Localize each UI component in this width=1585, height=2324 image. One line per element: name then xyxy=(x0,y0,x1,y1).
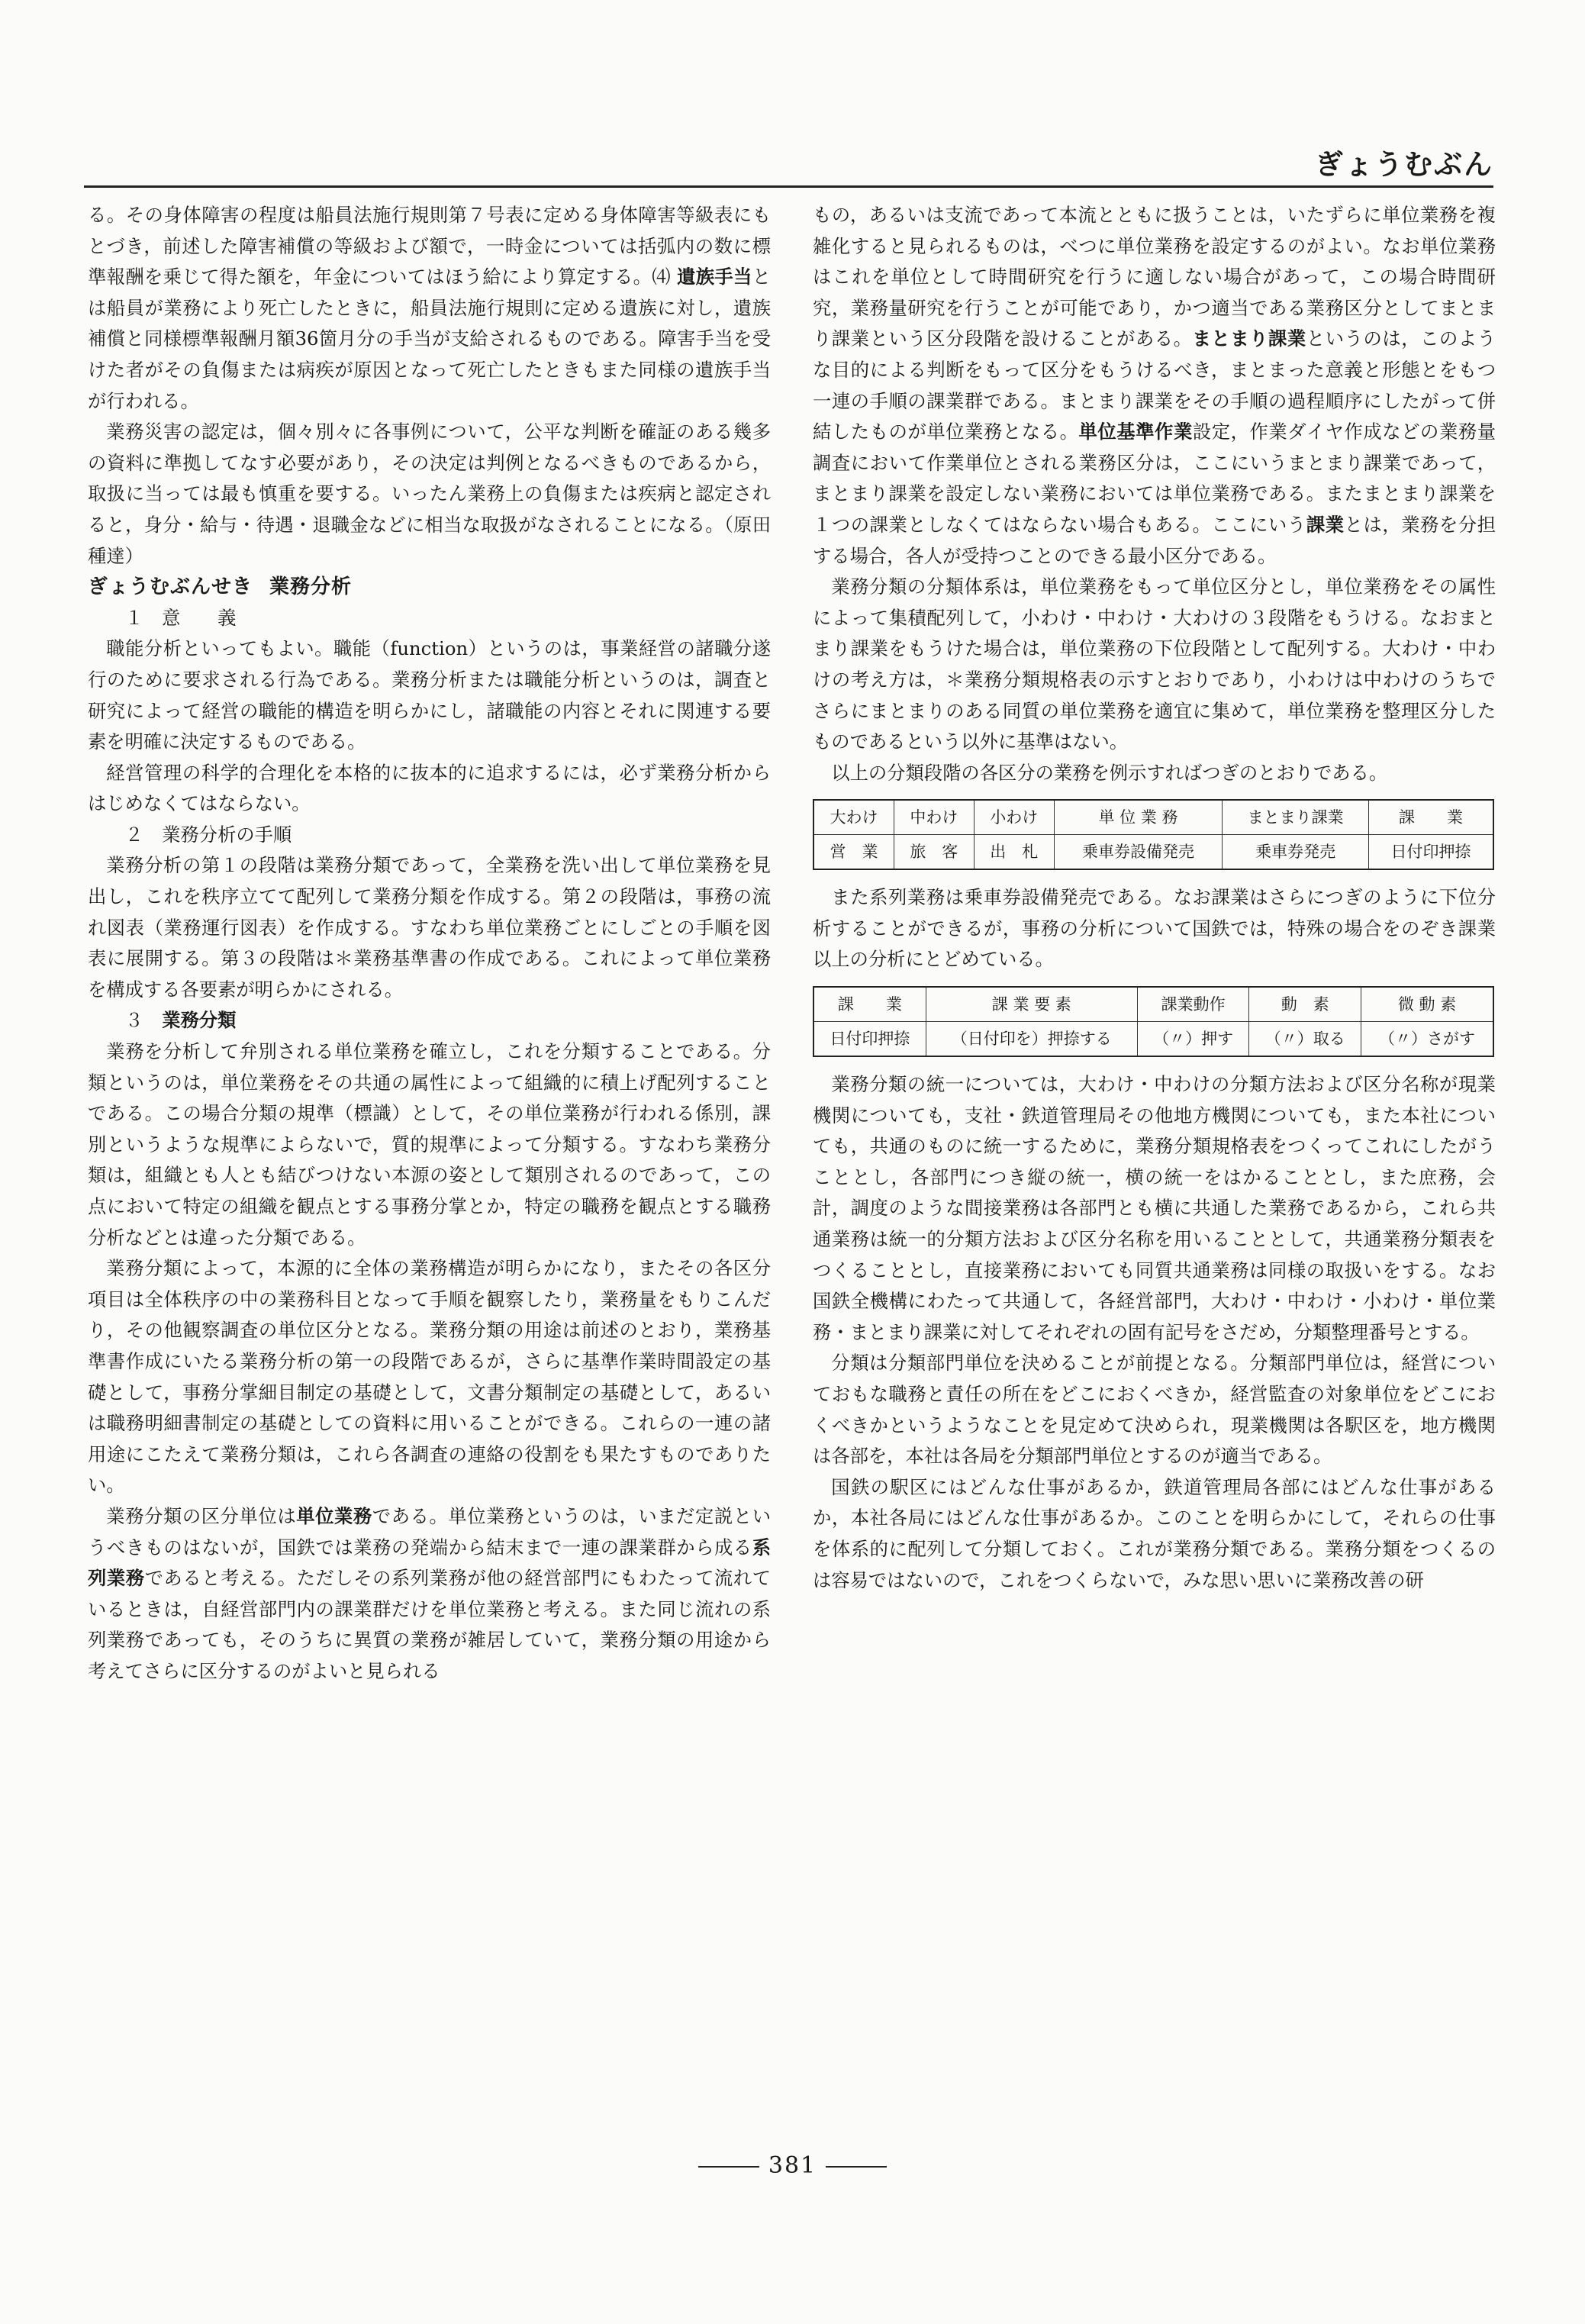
left-paragraph-3: 職能分析といってもよい。職能（function）というのは，事業経営の諸職分遂行のために要求される行為である。業務分析または職能分析というのは，調査と研究によって経営の職能的構造を明らかにし，諸職能の内容とそれに関連する要素を明確に決定するものである。 xyxy=(88,637,771,753)
table-cell: （〃）さがす xyxy=(1361,1022,1493,1057)
section-3-label: 業務分類 xyxy=(162,1009,237,1032)
table-cell: （〃）押す xyxy=(1137,1022,1249,1057)
left-paragraph-6: 業務を分析して弁別される単位業務を確立し，これを分類することである。分類というのは，単位業務をその共通の属性によって組織的に積上げ配列することである。この場合分類の規準（標識）として，その単位業務が行われる係別，課別というような規準によらないで，質的規準によって分類する。すなわち業務分類は，組織とも人とも結びつけない本源の姿として類別されるのであって，この点において特定の組織を観点とする事務分掌とか，特定の職務を観点とする職務分析などとは違った分類である。 xyxy=(88,1040,771,1249)
table-row xyxy=(813,835,1493,870)
right-paragraph-2: 業務分類の分類体系は，単位業務をもって単位区分とし，単位業務をその属性によって集積配列して，小わけ・中わけ・大わけの３段階をもうける。なおまとまり課業をもうけた場合は，単位業務の下位段階として配列する。大わけ・中わけの考え方は，＊業務分類規格表の示すとおりであり，小わけは中わけのうちでさらにまとまりのある同質の単位業務を適宜に集めて，単位業務を整理区分したものであるという以外に基準はない。 xyxy=(813,575,1496,753)
right-paragraph-7: 国鉄の駅区にはどんな仕事があるか，鉄道管理局各部にはどんな仕事があるか，本社各局にはどんな仕事があるか。このことを明らかにして，それらの仕事を体系的に配列して分類しておく。これが業務分類である。業務分類をつくるのは容易ではないので，これをつくらないで，みな思い思いに業務改善の研 xyxy=(813,1475,1496,1591)
left-paragraph-5: 業務分析の第１の段階は業務分類であって，全業務を洗い出して単位業務を見出し，これを秩序立てて配列して業務分類を作成する。第２の段階は，事務の流れ図表（業務運行図表）を作成する。すなわち単位業務ごとにしごとの手順を図表に展開する。第３の段階は＊業務基準書の作成である。これによって単位業務を構成する各要素が明らかにされる。 xyxy=(88,854,771,1001)
table-cell: 乗車券発売 xyxy=(1223,835,1369,870)
table-header-cell: 課 業 xyxy=(1369,800,1494,835)
header-rule xyxy=(84,185,1493,188)
right-paragraph-6: 分類は分類部門単位を決めることが前提となる。分類部門単位は，経営についておもな職務と責任の所在をどこにおくべきか，経営監査の対象単位をどこにおくべきかというようなことを見定めて決められ，現業機関は各駅区を，地方機関は各部を，本社は各局を分類部門単位とするのが適当である。 xyxy=(813,1352,1496,1468)
table-cell: 日付印押捺 xyxy=(813,1022,926,1057)
right-paragraph-4: また系列業務は乗車券設備発売である。なお課業はさらにつぎのように下位分析することができるが，事務の分析について国鉄では，特殊の場合をのぞき課業以上の分析にとどめている。 xyxy=(813,886,1496,971)
entry-kanji: 業務分析 xyxy=(269,575,353,599)
table-header-row xyxy=(813,800,1493,835)
dictionary-entry-heading xyxy=(88,572,771,603)
text: とは，業務を分担する場合，各人が受持つことのできる最小区分である。 xyxy=(813,513,1496,567)
table-header-cell: 小わけ xyxy=(974,800,1054,835)
classification-table-1 xyxy=(813,799,1494,870)
term-izoku-teate: 遺族手当 xyxy=(677,266,752,288)
footer-dash-left xyxy=(698,2166,759,2168)
entry-kana: ぎょうむぶんせき xyxy=(88,575,253,599)
section-3-number: ３ xyxy=(124,1009,143,1032)
right-paragraph-3: 以上の分類段階の各区分の業務を例示すればつぎのとおりである。 xyxy=(831,761,1388,784)
left-paragraph-8 xyxy=(88,1501,771,1687)
table-cell: 旅 客 xyxy=(894,835,975,870)
text: もの，あるいは支流であって本流とともに扱うことは，いたずらに単位業務を複雑化すると見られるものは，べつに単位業務を設定するのがよい。なお単位業務はこれを単位として時間研究を行うに適しない場合があって，この場合時間研究，業務量研究を行うことが可能であり，かつ適当である業務区分としてまとまり課業という区分段階を設けることがある。 xyxy=(813,204,1496,350)
section-3-heading xyxy=(88,1005,771,1036)
term-tani-kijun-sagyo: 単位基準作業 xyxy=(1078,421,1193,443)
table-header-cell: 課業動作 xyxy=(1137,987,1249,1022)
footer-dash-right xyxy=(826,2166,887,2168)
table-header-cell: 課 業 xyxy=(813,987,926,1022)
table-header-cell: まとまり課業 xyxy=(1223,800,1369,835)
right-column xyxy=(813,200,1496,1596)
table-header-row xyxy=(813,987,1493,1022)
text: であると考える。ただしその系列業務が他の経営部門にもわたって流れているときは，自経営部門内の課業群だけを単位業務と考える。また同じ流れの系列業務であっても，そのうちに異質の業務が雑居していて，業務分類の用途から考えてさらに区分するのがよいと見られる xyxy=(88,1567,772,1682)
text: 設定，作業ダイヤ作成などの業務量調査において作業単位とされる業務区分は，ここにいうまとまり課業であって，まとまり課業を設定しない業務においては単位業務である。またまとまり課業を１つの課業としなくてはならない場合もある。ここにいう xyxy=(813,421,1496,536)
term-kagyo: 課業 xyxy=(1306,513,1345,536)
table-header-cell: 微 動 素 xyxy=(1361,987,1493,1022)
left-paragraph-1 xyxy=(88,200,771,417)
table-cell: （日付印を）押捺する xyxy=(926,1022,1137,1057)
page-number: 381 xyxy=(768,2152,817,2179)
table-cell: （〃）取る xyxy=(1249,1022,1361,1057)
table-cell: 日付印押捺 xyxy=(1369,835,1494,870)
left-paragraph-7: 業務分類によって，本源的に全体の業務構造が明らかになり，またその各区分項目は全体秩序の中の業務科目となって手順を観察したり，業務量をもりこんだり，その他観察調査の単位区分となる。業務分類の用途は前述のとおり，業務基準書作成にいたる業務分析の第一の段階であるが，さらに基準作業時間設定の基礎として，事務分掌細目制定の基礎として，文書分類制定の基礎として，あるいは職務明細書制定の基礎としての資料に用いることができる。これらの一連の諸用途にこたえて業務分類は，これら各調査の連絡の役割をも果たすものでありたい。 xyxy=(88,1257,771,1497)
term-keiretsu-gyomu: 系列業務 xyxy=(88,1536,771,1590)
classification-table-2 xyxy=(813,986,1494,1057)
right-paragraph-1 xyxy=(813,200,1496,572)
table-header-cell: 大わけ xyxy=(813,800,894,835)
term-matomari-kagyo: まとまり課業 xyxy=(1192,327,1306,350)
text: る。その身体障害の程度は船員法施行規則第７号表に定める身体障害等級表にもとづき，前述した障害補償の等級および額で，一時金については括弧内の数に標準報酬を乗じて得た額を，年金についてはほう給により算定する。⑷ xyxy=(88,204,771,288)
left-column xyxy=(88,200,771,1687)
table-cell: 乗車券設備発売 xyxy=(1054,835,1223,870)
left-paragraph-2: 業務災害の認定は，個々別々に各事例について，公平な判断を確証のある幾多の資料に準拠してなす必要があり，その決定は判例となるべきものであるから，取扱に当っては最も慎重を要する。いったん業務上の負傷または疾病と認定されると，身分・給与・待遇・退職金などに相当な取扱がなされることになる。（原田種達） xyxy=(88,421,771,567)
term-tani-gyomu: 単位業務 xyxy=(296,1504,372,1527)
text: というのは，このような目的による判断をもって区分をもうけるべき，まとまった意義と形態とをもつ一連の手順の課業群である。まとまり課業をその手順の過程順序にしたがって併結したものが単位業務となる。 xyxy=(813,327,1496,443)
table-header-cell: 中わけ xyxy=(894,800,975,835)
table-cell: 出 札 xyxy=(974,835,1054,870)
left-paragraph-4: 経営管理の科学的合理化を本格的に抜本的に追求するには，必ず業務分析からはじめなくてはならない。 xyxy=(88,761,771,815)
section-2-heading: ２ 業務分析の手順 xyxy=(124,823,292,846)
table-cell: 営 業 xyxy=(813,835,894,870)
table-header-cell: 単 位 業 務 xyxy=(1054,800,1223,835)
table-row xyxy=(813,1022,1493,1057)
right-paragraph-5: 業務分類の統一については，大わけ・中わけの分類方法および区分名称が現業機関についても，支社・鉄道管理局その他地方機関についても，また本社についても，共通のものに統一するために，業務分類規格表をつくってこれにしたがうこととし，各部門につき縦の統一，横の統一をはかることとし，また庶務，会計，調度のような間接業務は各部門とも横に共通した業務であるから，これら共通業務は統一的分類方法および区分名称を用いることとして，共通業務分類表をつくることとし，直接業務においても同質共通業務は同様の取扱いをする。なお国鉄全機構にわたって共通して，各経営部門，大わけ・中わけ・小わけ・単位業務・まとまり課業に対してそれぞれの固有記号をさだめ，分類整理番号とする。 xyxy=(813,1073,1496,1343)
text: である。単位業務というのは，いまだ定説というべきものはないが，国鉄では業務の発端から結末まで一連の課業群から成る xyxy=(88,1504,772,1558)
section-1-heading: １ 意 義 xyxy=(124,606,237,629)
running-header xyxy=(84,141,1493,187)
text: とは船員が業務により死亡したときに，船員法施行規則に定める遺族に対し，遺族補償と同様標準報酬月額36箇月分の手当が支給されるものである。障害手当を受けた者がその負傷または病疾が原因となって死亡したときもまた同様の遺族手当が行われる。 xyxy=(88,266,771,412)
table-header-cell: 動 素 xyxy=(1249,987,1361,1022)
table-header-cell: 課 業 要 素 xyxy=(926,987,1137,1022)
header-title: ぎょうむぶん xyxy=(1315,147,1493,181)
page-footer xyxy=(0,2152,1585,2179)
text: 業務分類の区分単位は xyxy=(106,1504,297,1527)
